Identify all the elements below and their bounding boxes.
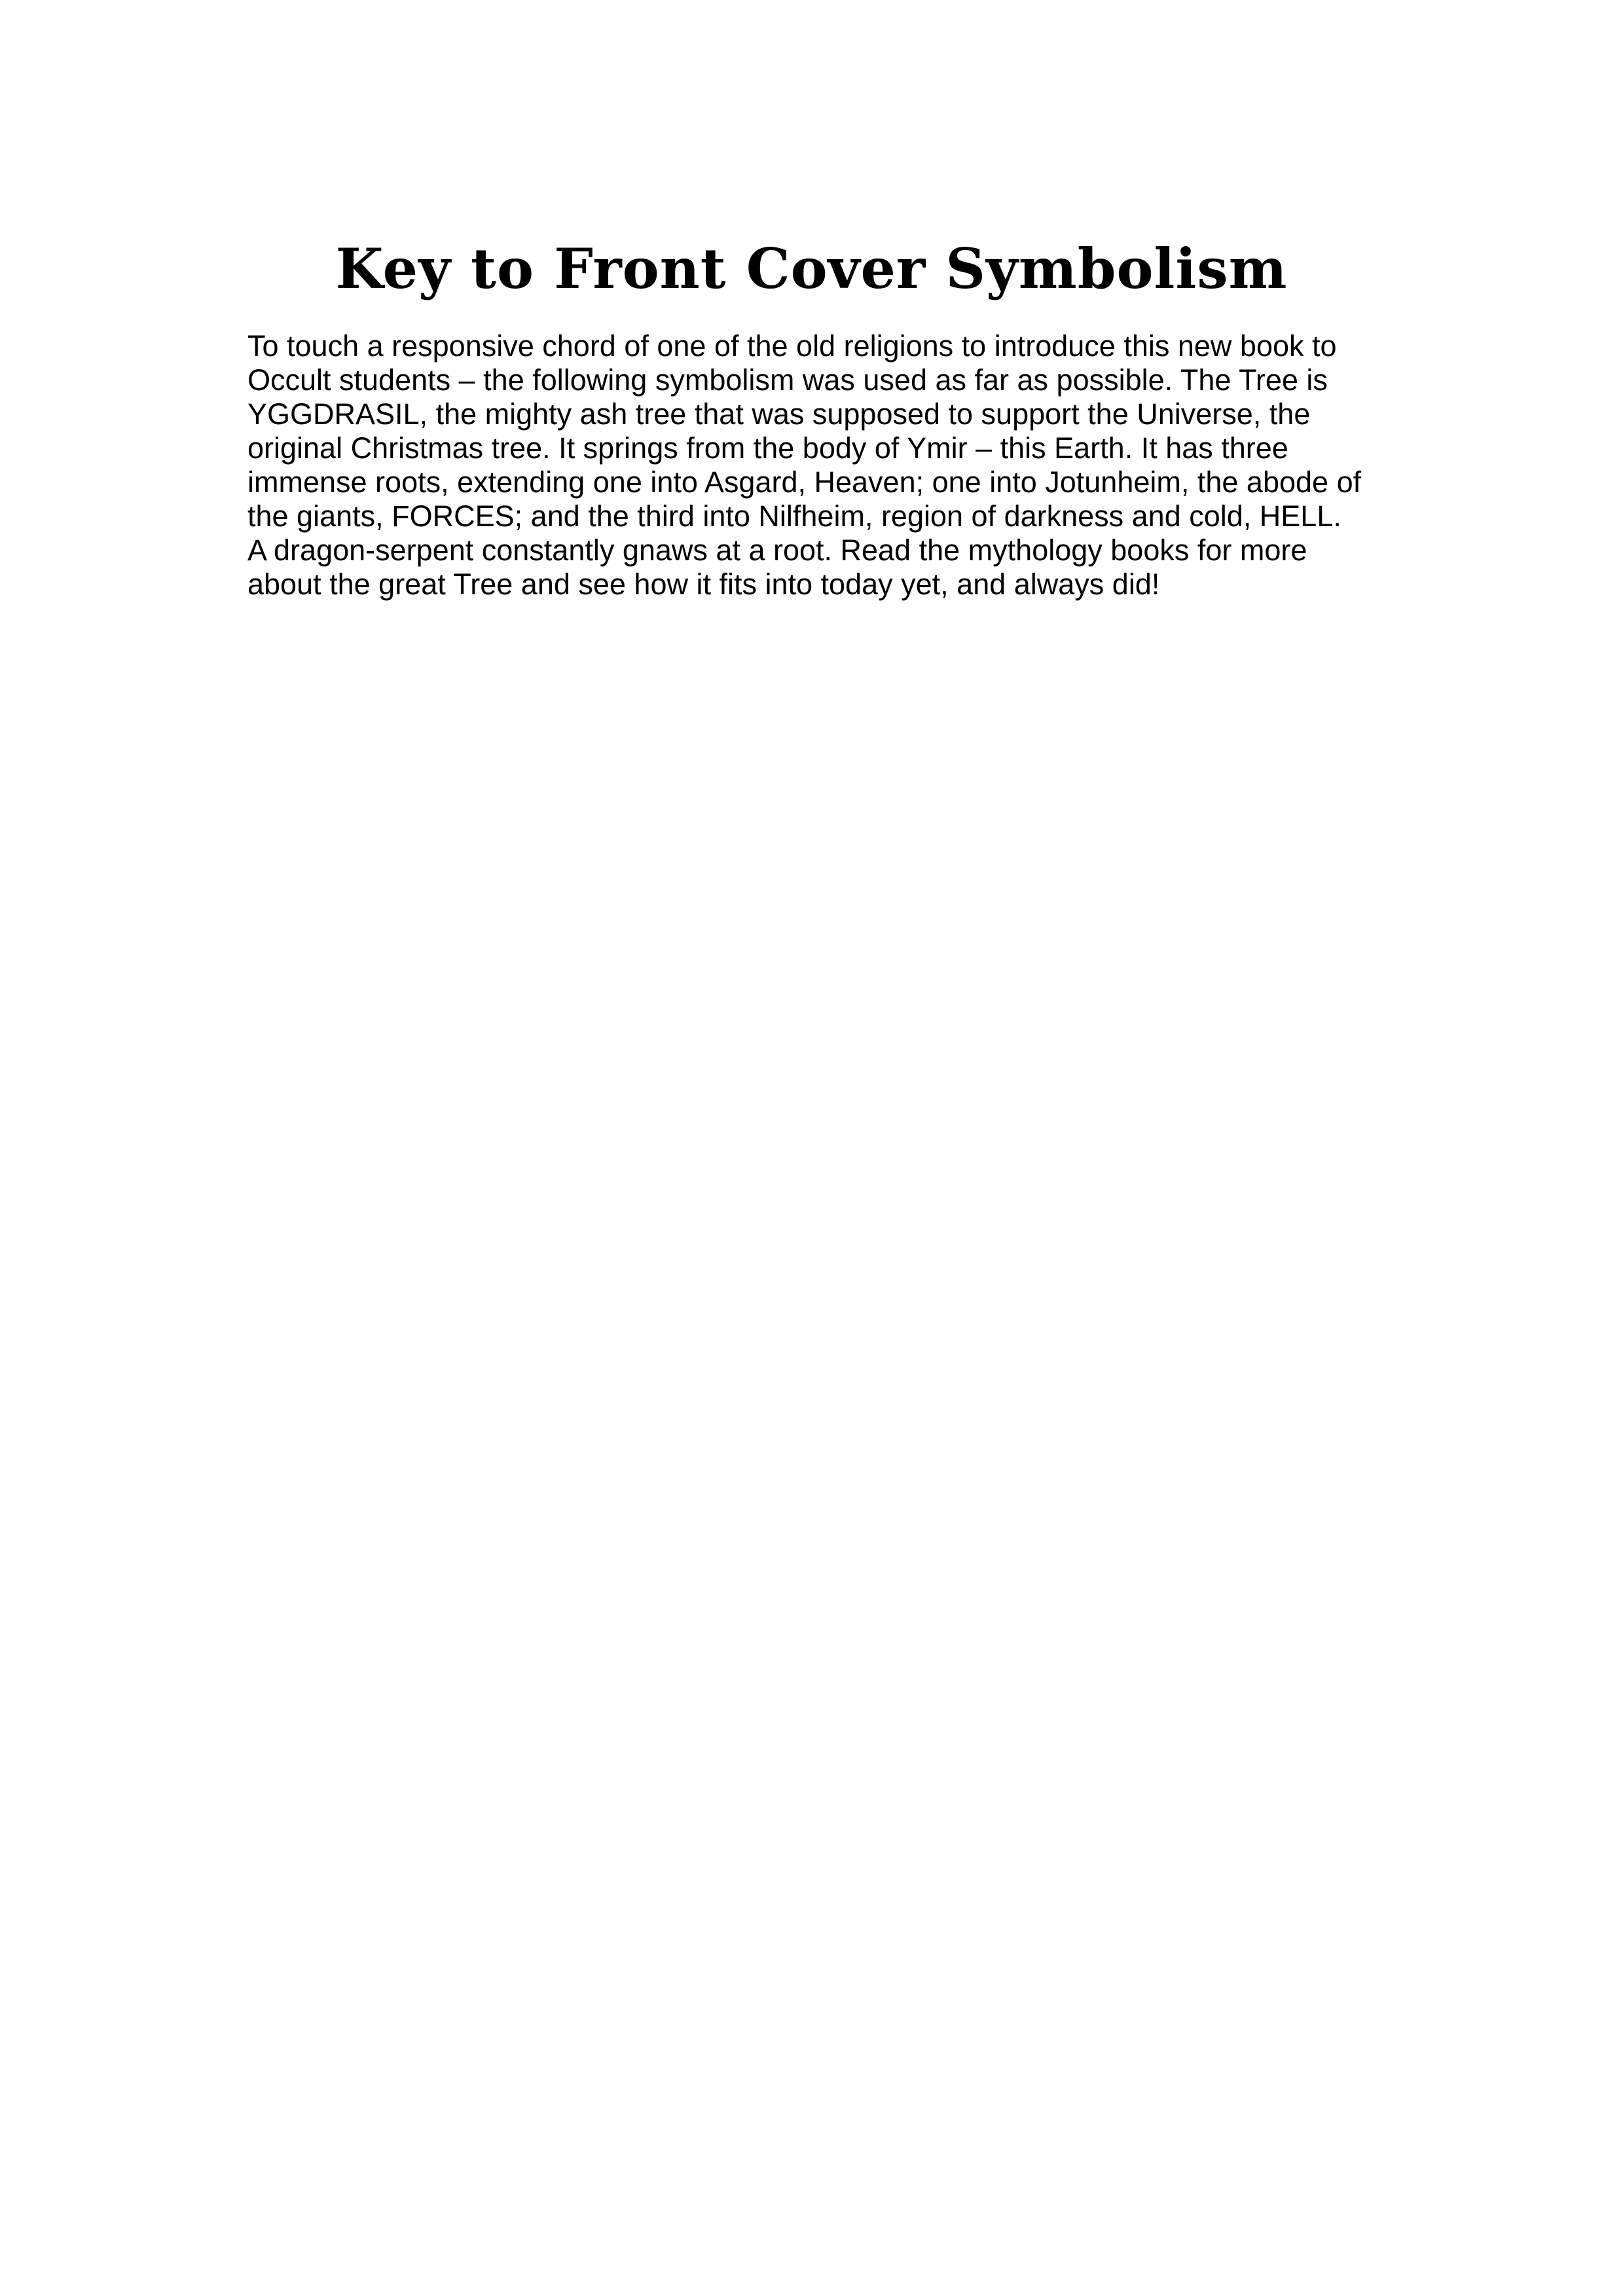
paragraph-line: original Christmas tree. It springs from the body of Ymir – this Earth. It has three (247, 431, 1288, 465)
paragraph-line: YGGDRASIL, the mighty ash tree that was supposed to support the Universe, the (247, 397, 1311, 431)
paragraph-line: immense roots, extending one into Asgard, Heaven; one into Jotunheim, the abode of (247, 465, 1362, 499)
paragraph-line: A dragon-serpent constantly gnaws at a root. Read the mythology books for more (247, 533, 1307, 567)
paragraph-line: the giants, FORCES; and the third into Nilfheim, region of darkness and cold, HELL. (247, 499, 1341, 533)
body-paragraph (247, 329, 1400, 601)
paragraph-line: To touch a responsive chord of one of the old religions to introduce this new book to (247, 329, 1337, 363)
page-title: Key to Front Cover Symbolism (335, 236, 1288, 302)
paragraph-line: about the great Tree and see how it fits into today yet, and always did! (247, 567, 1160, 601)
paragraph-line: Occult students – the following symbolism was used as far as possible. The Tree is (247, 363, 1328, 397)
